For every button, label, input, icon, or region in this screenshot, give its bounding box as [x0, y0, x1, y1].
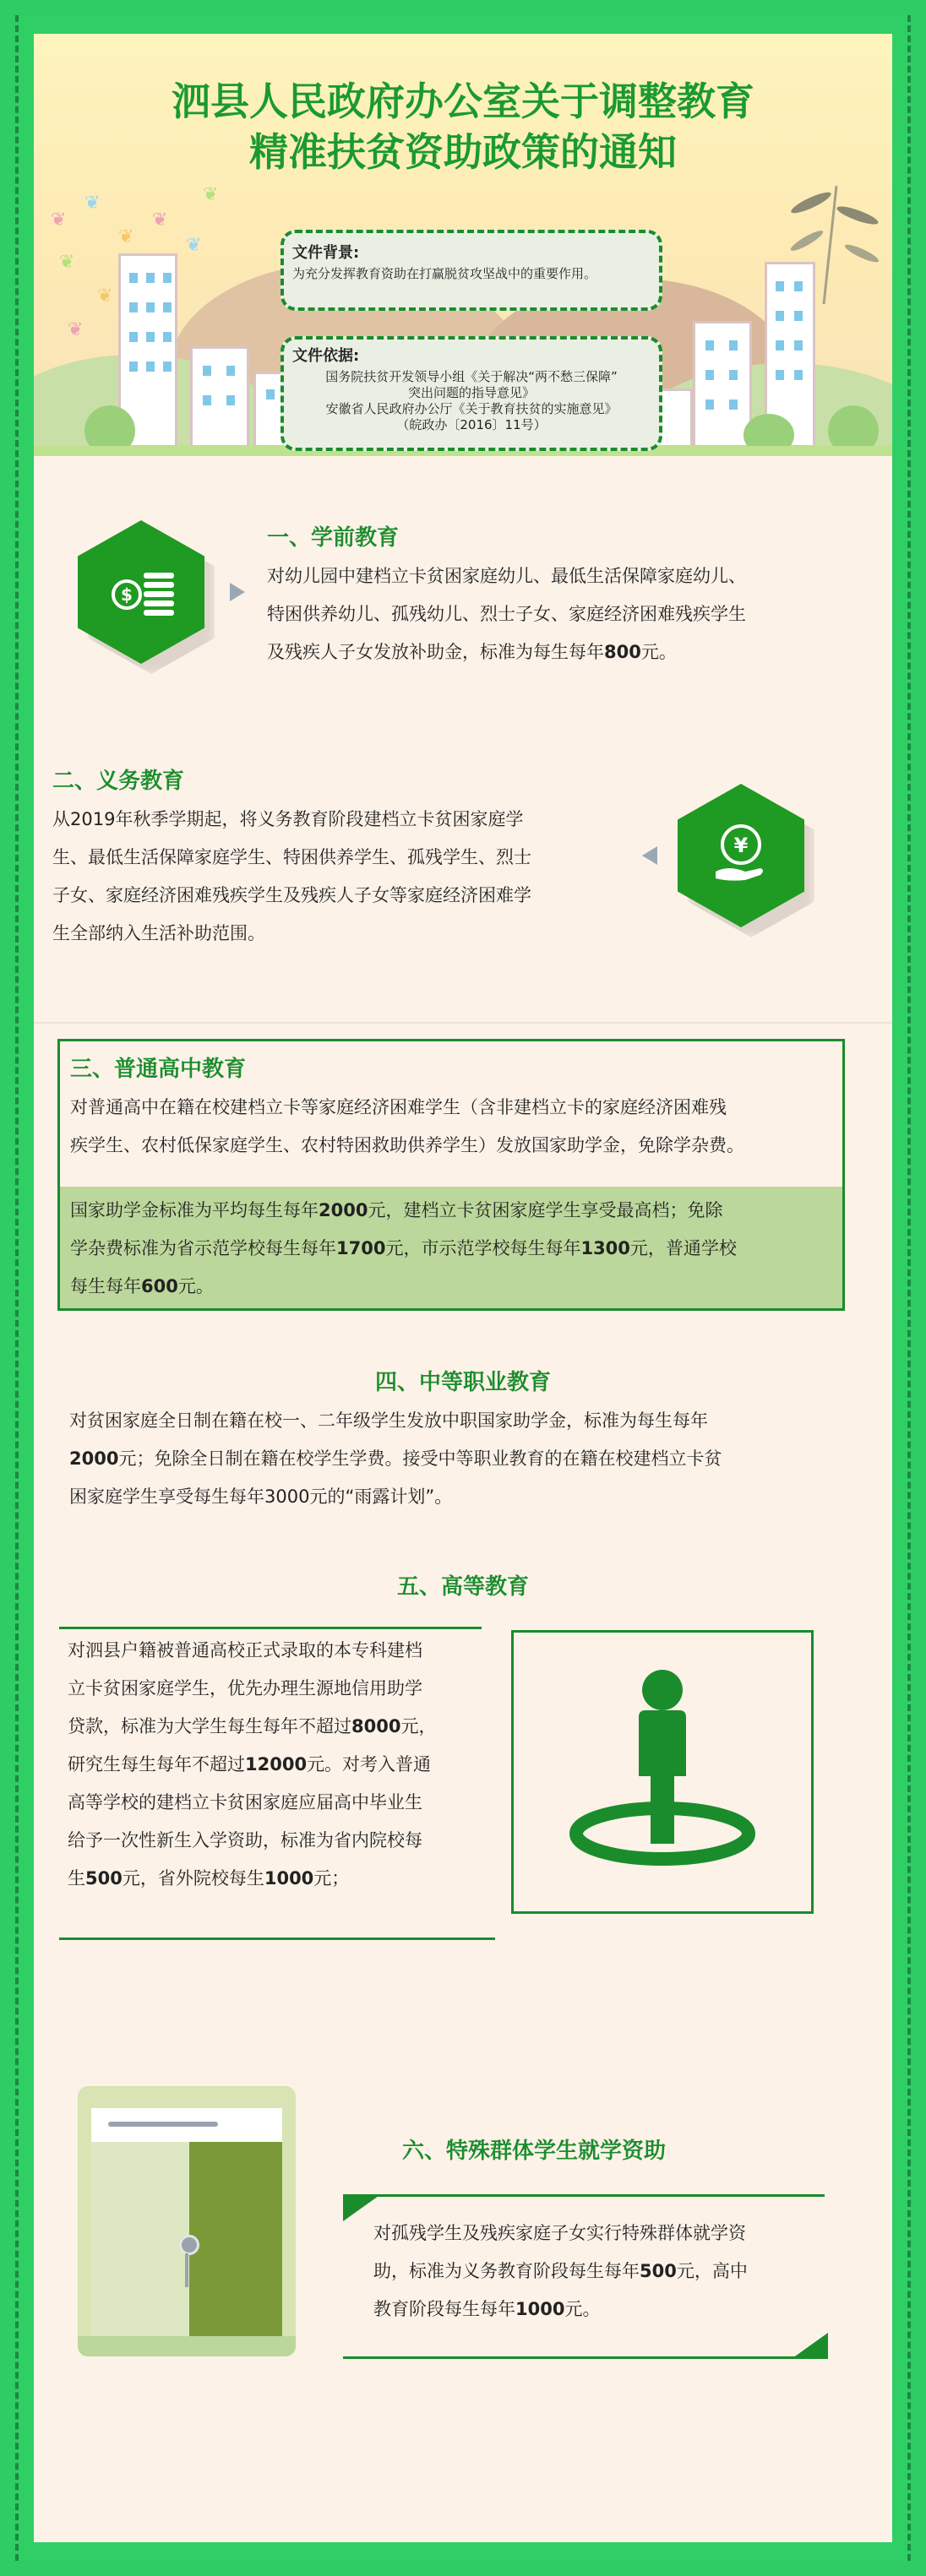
basis-line: 突出问题的指导意见》 — [407, 385, 535, 400]
background-label: 文件背景: — [292, 244, 360, 262]
section6-line: 教育阶段每生每年1000元。 — [373, 2299, 601, 2319]
section1-line: 及残疾人子女发放补助金，标准为每生每年800元。 — [267, 642, 677, 662]
butterfly-icon: ❦ — [118, 226, 134, 247]
section1-title: 一、学前教育 — [267, 525, 400, 551]
pointer-arrow-icon — [230, 583, 245, 601]
section5-bottom-rule — [59, 1937, 495, 1940]
corner-accent — [793, 2333, 828, 2358]
building — [190, 346, 249, 448]
butterfly-icon: ❦ — [84, 193, 101, 214]
section2-line: 子女、家庭经济困难残疾学生及残疾人子女等家庭经济困难学 — [52, 885, 531, 905]
section2-line: 从2019年秋季学期起，将义务教育阶段建档立卡贫困家庭学 — [52, 809, 524, 829]
section3-highlight-line: 学杂费标准为省示范学校每生每年1700元，市示范学校每生每年1300元，普通学校 — [70, 1238, 737, 1258]
section5-line: 贷款，标准为大学生每生每年不超过8000元， — [68, 1716, 437, 1736]
basis-line: 国务院扶贫开发领导小组《关于解决“两不愁三保障” — [325, 369, 618, 384]
section2-text — [52, 801, 644, 953]
section5-line: 生500元，省外院校每生1000元； — [68, 1868, 350, 1889]
basis-label: 文件依据: — [292, 347, 360, 365]
section6-bottom-rule — [343, 2356, 828, 2359]
butterfly-icon: ❦ — [203, 184, 219, 205]
section4-text — [69, 1402, 855, 1516]
butterfly-icon: ❦ — [68, 319, 84, 340]
section3-line: 疾学生、农村低保家庭学生、农村特困救助供养学生）发放国家助学金，免除学杂费。 — [70, 1135, 744, 1155]
section6-title: 六、特殊群体学生就学资助 — [402, 2139, 667, 2164]
section4-line: 2000元；免除全日制在籍在校学生学费。接受中等职业教育的在籍在校建档立卡贫 — [69, 1448, 722, 1469]
section1-line: 对幼儿园中建档立卡贫困家庭幼儿、最低生活保障家庭幼儿、 — [267, 566, 746, 586]
section6-line: 助，标准为义务教育阶段每生每年500元，高中 — [373, 2261, 748, 2281]
butterfly-icon: ❦ — [186, 235, 202, 256]
section3-highlight-text — [70, 1192, 839, 1306]
section4-title: 四、中等职业教育 — [374, 1370, 551, 1395]
title-line-2: 精准扶贫资助政策的通知 — [249, 129, 677, 175]
background-text: 为充分发挥教育资助在打赢脱贫攻坚战中的重要作用。 — [292, 266, 597, 281]
divider — [34, 1022, 892, 1024]
section1-text — [267, 557, 858, 671]
section2-line: 生全部纳入生活补助范围。 — [52, 923, 265, 943]
title-line-1: 泗县人民政府办公室关于调整教育 — [172, 79, 754, 124]
section5-title: 五、高等教育 — [396, 1574, 529, 1600]
background-info-box — [281, 230, 662, 311]
butterfly-icon: ❦ — [51, 209, 67, 231]
section3-title: 三、普通高中教育 — [70, 1057, 247, 1082]
section3-text — [70, 1089, 839, 1165]
butterfly-icon: ❦ — [59, 252, 75, 273]
butterfly-icon: ❦ — [152, 209, 168, 231]
butterfly-icon: ❦ — [97, 285, 113, 307]
document-page — [34, 34, 892, 2542]
section5-icon-box — [511, 1630, 814, 1914]
section5-top-rule — [59, 1627, 482, 1629]
section5-text — [68, 1632, 507, 1898]
section5-line: 给予一次性新生入学资助，标准为省内院校每 — [68, 1830, 422, 1850]
page-title — [34, 76, 892, 177]
section3-box — [57, 1039, 845, 1311]
section3-highlight-line: 每生每年600元。 — [70, 1276, 214, 1296]
section6-text — [373, 2215, 847, 2329]
svg-text:$: $ — [121, 584, 133, 605]
section1-line: 特困供养幼儿、孤残幼儿、烈士子女、家庭经济困难残疾学生 — [267, 604, 746, 624]
person-target-icon — [514, 1633, 811, 1911]
section5-line: 立卡贫困家庭学生，优先办理生源地信用助学 — [68, 1678, 422, 1698]
door-icon — [78, 2086, 296, 2356]
svg-text:¥: ¥ — [733, 834, 749, 857]
section6-line: 对孤残学生及残疾家庭子女实行特殊群体就学资 — [373, 2223, 746, 2243]
pointer-arrow-icon — [642, 846, 657, 865]
header-banner — [34, 34, 892, 456]
section4-line: 困家庭学生享受每生每年3000元的“雨露计划”。 — [69, 1486, 453, 1507]
basis-line: （皖政办〔2016〕11号） — [396, 417, 547, 432]
section3-line: 对普通高中在籍在校建档立卡等家庭经济困难学生（含非建档立卡的家庭经济困难残 — [70, 1097, 727, 1117]
basis-info-box — [281, 336, 662, 451]
section5-line: 高等学校的建档立卡贫困家庭应届高中毕业生 — [68, 1792, 422, 1812]
section5-line: 研究生每生每年不超过12000元。对考入普通 — [68, 1754, 432, 1774]
section2-line: 生、最低生活保障家庭学生、特困供养学生、孤残学生、烈士 — [52, 847, 531, 867]
building — [693, 321, 752, 448]
section5-line: 对泗县户籍被普通高校正式录取的本专科建档 — [68, 1640, 422, 1660]
section6-top-rule — [343, 2194, 825, 2197]
section3-highlight-line: 国家助学金标准为平均每生每年2000元，建档立卡贫困家庭学生享受最高档；免除 — [70, 1200, 723, 1220]
section4-line: 对贫困家庭全日制在籍在校一、二年级学生发放中职国家助学金，标准为每生每年 — [69, 1410, 708, 1431]
basis-line: 安徽省人民政府办公厅《关于教育扶贫的实施意见》 — [325, 401, 618, 416]
section2-title: 二、义务教育 — [52, 769, 185, 794]
